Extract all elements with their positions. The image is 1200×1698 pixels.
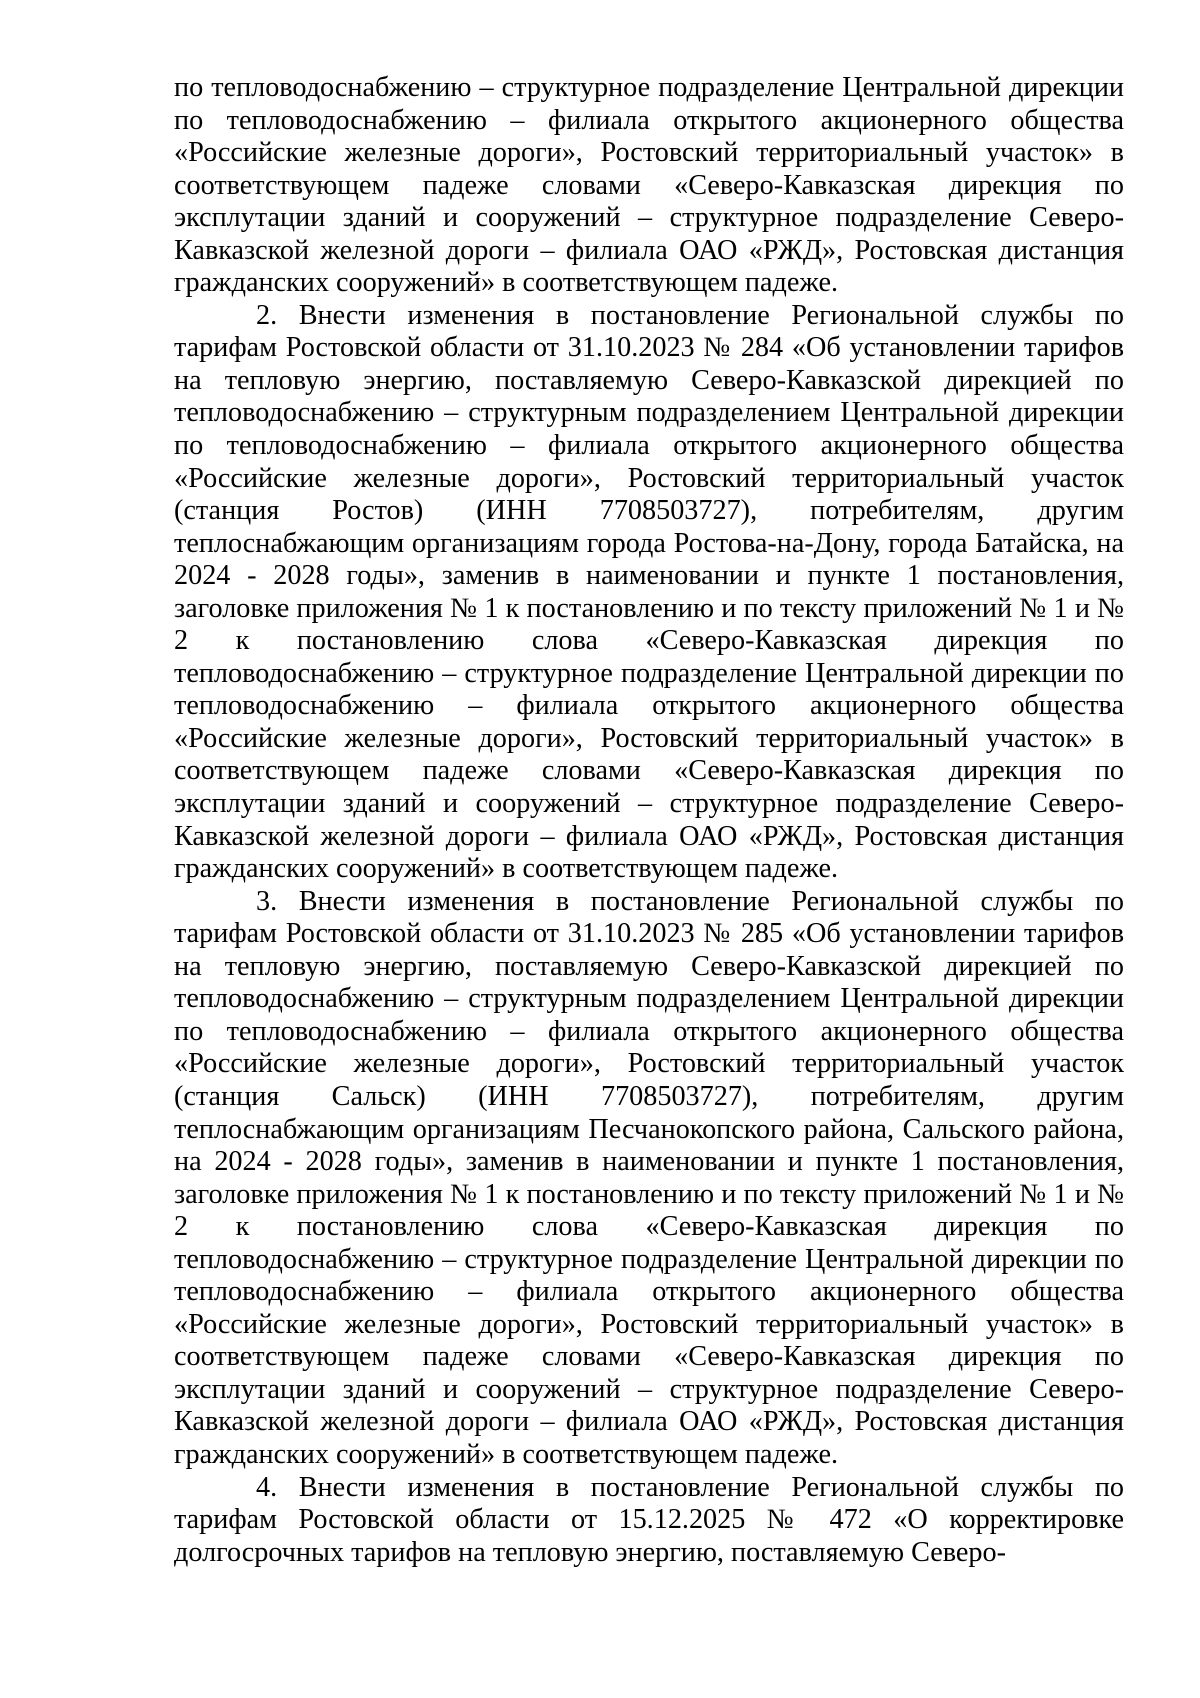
paragraph-continuation: по тепловодоснабжению – структурное подразделение Центральной дирекции по тепловодоснабжению – филиала открытого акционерного общества «Российские железные дороги», Ростовский территориальный участок» в соответствующем падеже словами «Северо-Кавказская дирекция по эксплутации зданий и сооружений – структурное подразделение Северо-Кавказской железной дороги – филиала ОАО «РЖД», Ростовская дистанция гражданских сооружений» в соответствующем падеже. [174, 72, 1124, 299]
paragraph-item-2: 2. Внести изменения в постановление Региональной службы по тарифам Ростовской области от 31.10.2023 № 284 «Об установлении тарифов на тепловую энергию, поставляемую Северо-Кавказской дирекцией по тепловодоснабжению – структурным подразделением Центральной дирекции по тепловодоснабжению – филиала открытого акционерного общества «Российские железные дороги», Ростовский территориальный участок (станция Ростов) (ИНН 7708503727), потребителям, другим теплоснабжающим организациям города Ростова-на-Дону, города Батайска, на 2024 - 2028 годы», заменив в наименовании и пункте 1 постановления, заголовке приложения № 1 к постановлению и по тексту приложений № 1 и № 2 к постановлению слова «Северо-Кавказская дирекция по тепловодоснабжению – структурное подразделение Центральной дирекции по тепловодоснабжению – филиала открытого акционерного общества «Российские железные дороги», Ростовский территориальный участок» в соответствующем падеже словами «Северо-Кавказская дирекция по эксплутации зданий и сооружений – структурное подразделение Северо-Кавказской железной дороги – филиала ОАО «РЖД», Ростовская дистанция гражданских сооружений» в соответствующем падеже. [174, 299, 1124, 885]
paragraph-item-4: 4. Внести изменения в постановление Региональной службы по тарифам Ростовской области от 15.12.2025 № 472 «О корректировке долгосрочных тарифов на тепловую энергию, поставляемую Северо- [174, 1471, 1124, 1568]
paragraph-item-3: 3. Внести изменения в постановление Региональной службы по тарифам Ростовской области от 31.10.2023 № 285 «Об установлении тарифов на тепловую энергию, поставляемую Северо-Кавказской дирекцией по тепловодоснабжению – структурным подразделением Центральной дирекции по тепловодоснабжению – филиала открытого акционерного общества «Российские железные дороги», Ростовский территориальный участок (станция Сальск) (ИНН 7708503727), потребителям, другим теплоснабжающим организациям Песчанокопского района, Сальского района, на 2024 - 2028 годы», заменив в наименовании и пункте 1 постановления, заголовке приложения № 1 к постановлению и по тексту приложений № 1 и № 2 к постановлению слова «Северо-Кавказская дирекция по тепловодоснабжению – структурное подразделение Центральной дирекции по тепловодоснабжению – филиала открытого акционерного общества «Российские железные дороги», Ростовский территориальный участок» в соответствующем падеже словами «Северо-Кавказская дирекция по эксплутации зданий и сооружений – структурное подразделение Северо-Кавказской железной дороги – филиала ОАО «РЖД», Ростовская дистанция гражданских сооружений» в соответствующем падеже. [174, 885, 1124, 1470]
document-body [174, 72, 1124, 1569]
